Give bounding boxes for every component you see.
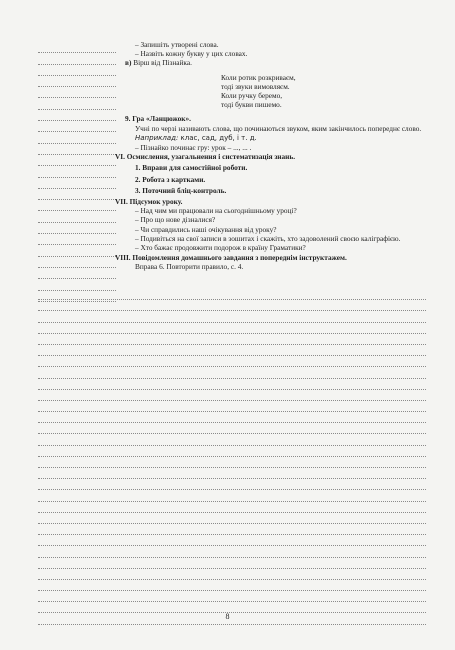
question-line: – Про що нове дізналися? [135, 215, 216, 225]
writing-line [38, 311, 426, 322]
margin-line [38, 155, 116, 166]
example-text: клас, сад, дуб, і т. д. [178, 133, 257, 142]
game-start: – Пізнайко починає гру: урок – ..., ... . [135, 143, 252, 153]
margin-line [38, 200, 116, 211]
writing-line [38, 546, 426, 557]
writing-line [38, 323, 426, 334]
margin-line [38, 98, 116, 109]
item-text: Вірш від Пізнайка. [131, 58, 192, 68]
margin-line [38, 121, 116, 132]
question-line: – Чи справдились наші очікування від уроку? [135, 224, 277, 234]
margin-line [38, 166, 116, 177]
writing-line [38, 502, 426, 513]
poem-line: Коли ручку беремо, [221, 91, 283, 101]
page-number: 8 [225, 612, 230, 621]
section-7-heading: VII. Підсумок уроку. [115, 197, 183, 207]
writing-line [38, 289, 426, 300]
question-line: – Подивіться на свої записи в зошитах і скажіть, хто задоволений своєю каліграфією. [135, 233, 401, 243]
writing-line [38, 367, 426, 378]
homework-line: Вправа 6. Повторити правило, с. 4. [135, 262, 244, 272]
writing-line [38, 569, 426, 580]
section-6-item: 1. Вправи для самостійної роботи. [135, 163, 248, 173]
instruction-line: – Запишіть утворені слова. [135, 40, 219, 49]
writing-line [38, 300, 426, 311]
poem-heading [125, 58, 425, 67]
writing-line [38, 434, 426, 445]
writing-line [38, 412, 426, 423]
margin-line [38, 211, 116, 222]
section-6-item: 2. Робота з картками. [135, 174, 206, 184]
writing-line [38, 535, 426, 546]
margin-line [38, 132, 116, 143]
margin-line [38, 178, 116, 189]
margin-line [38, 245, 116, 256]
margin-line [38, 42, 116, 53]
writing-lines [38, 289, 426, 625]
writing-line [38, 468, 426, 479]
writing-line [38, 524, 426, 535]
margin-line [38, 53, 116, 64]
example-line [125, 133, 425, 143]
section-8-heading: VIII. Повідомлення домашнього завдання з попереднім інструктажем. [115, 253, 347, 263]
margin-line [38, 268, 116, 279]
writing-line [38, 457, 426, 468]
margin-note-lines [38, 42, 116, 302]
writing-line [38, 513, 426, 524]
poem-line: тоді звуки вимовляєм. [221, 81, 290, 91]
margin-line [38, 87, 116, 98]
writing-line [38, 401, 426, 412]
writing-line [38, 390, 426, 401]
question-line: – Хто бажає продовжити подорож в країну Граматики? [135, 243, 306, 253]
writing-line [38, 580, 426, 591]
margin-line [38, 223, 116, 234]
writing-line [38, 490, 426, 501]
lesson-text [115, 40, 425, 272]
writing-line [38, 379, 426, 390]
margin-line [38, 144, 116, 155]
margin-line [38, 65, 116, 76]
poem-line: тоді букви пишемо. [221, 100, 282, 110]
writing-line [38, 446, 426, 457]
item-label: в) [125, 58, 132, 68]
writing-line [38, 356, 426, 367]
game-description: Учні по черзі називають слова, що починаються звуком, яким закінчилось попереднє слово. [135, 123, 422, 133]
example-label: Наприклад: [135, 133, 179, 142]
question-line: – Над чим ми працювали на сьогоднішньому уроці? [135, 206, 297, 216]
writing-line [38, 345, 426, 356]
section-6-heading: VI. Осмислення, узагальнення і систематизація знань. [115, 152, 296, 162]
writing-line [38, 334, 426, 345]
margin-line [38, 189, 116, 200]
writing-line [38, 479, 426, 490]
game-heading: 9. Гра «Ланцюжок». [125, 114, 191, 124]
writing-line [38, 558, 426, 569]
margin-line [38, 76, 116, 87]
margin-line [38, 234, 116, 245]
instruction-line: – Назвіть кожну букву у цих словах. [135, 49, 248, 59]
writing-line [38, 423, 426, 434]
margin-line [38, 257, 116, 268]
writing-line [38, 591, 426, 602]
poem-line: Коли ротик розкриваєм, [221, 72, 296, 82]
margin-line [38, 110, 116, 121]
section-6-item: 3. Поточний бліц-контроль. [135, 185, 227, 195]
